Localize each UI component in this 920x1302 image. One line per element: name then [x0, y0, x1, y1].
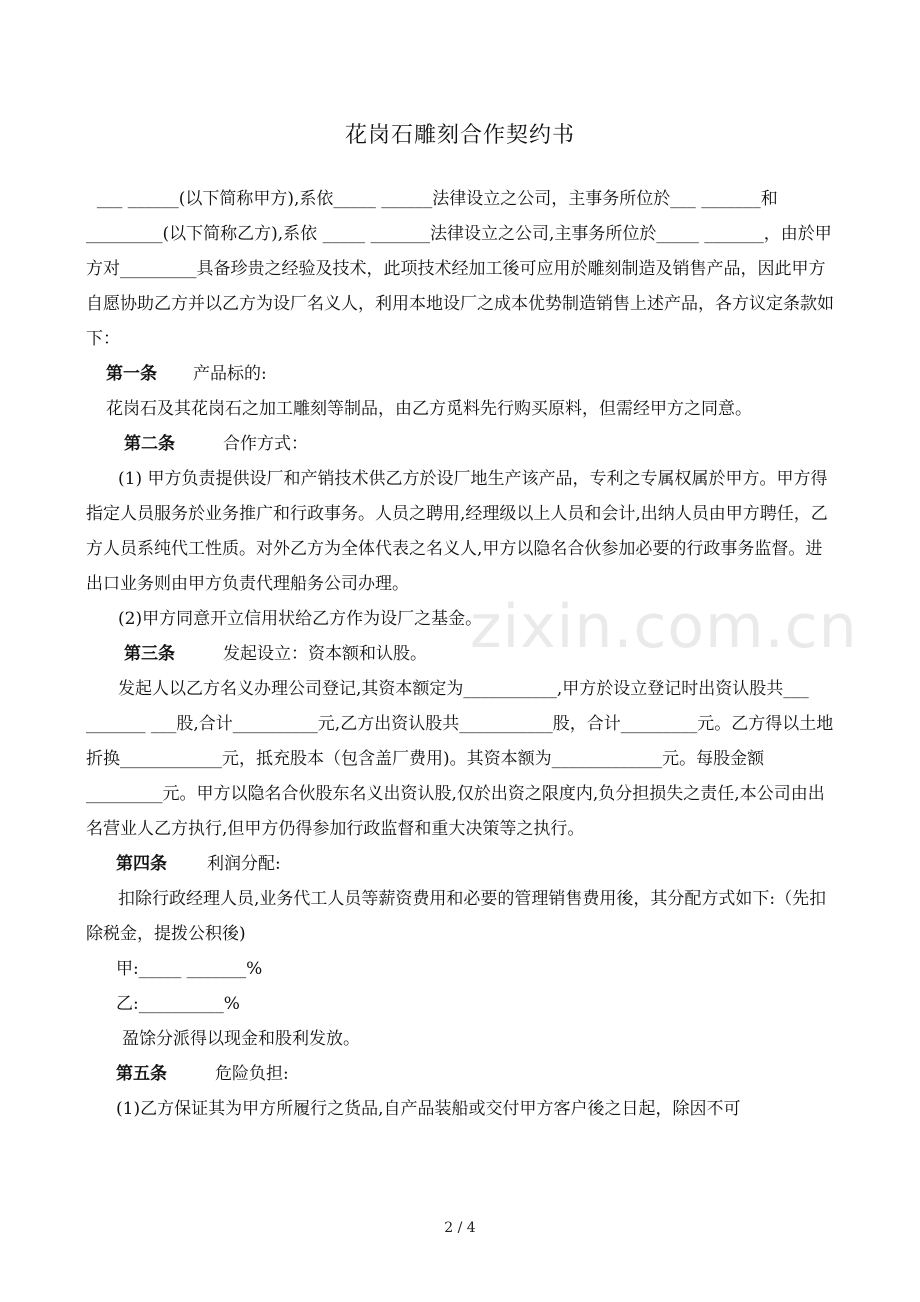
- article1-heading: 第一条: [106, 364, 157, 384]
- article4-title: 利润分配:: [207, 854, 281, 874]
- intro-paragraph: ___ ______(以下简称甲方),系依_____ ______法律设立之公司，主事务所位於___ _______和_________(以下简称乙方),系依 _____ _______法律设立之公司,主事务所位於_____ _______，由於甲方对_________具备珍贵之经验及技术，此项技术经加工後可应用於雕刻制造及销售产品，因此甲方自愿协助乙方并以乙方为设厂名义人，利用本地设厂之成本优势制造销售上述产品，各方议定条款如下：: [86, 189, 834, 349]
- article3-title: 发起设立：资本额和认股。: [223, 644, 427, 664]
- article4-heading: 第四条: [116, 854, 167, 874]
- article4-text: 扣除行政经理人员,业务代工人员等薪资费用和必要的管理销售费用後，其分配方式如下:（先扣除税金，提拨公积後): [86, 889, 827, 944]
- page-number: 2 / 4: [444, 1220, 476, 1236]
- article4-party-a: 甲:_____ _______%: [116, 959, 263, 979]
- article2-item1: (1) 甲方负责提供设厂和产销技术供乙方於设厂地生产该产品，专利之专属权属於甲方。甲方得指定人员服务於业务推广和行政事务。人员之聘用,经理级以上人员和会计,出纳人员由甲方聘任，乙方人员系纯代工性质。对外乙方为全体代表之名义人,甲方以隐名合伙参加必要的行政事务监督。进出口业务则由甲方负责代理船务公司办理。: [86, 469, 828, 594]
- article2-heading: 第二条: [124, 434, 175, 454]
- article5-heading-line: [86, 1057, 834, 1092]
- article4-surplus: 盈馀分派得以现金和股利发放。: [122, 1029, 360, 1049]
- article2-item2: (2)甲方同意开立信用状给乙方作为设厂之基金。: [118, 609, 483, 629]
- article3-heading: 第三条: [124, 644, 175, 664]
- watermark: zixin.com.cn: [470, 592, 858, 662]
- article1-text: 花岗石及其花岗石之加工雕刻等制品，由乙方觅料先行购买原料，但需经甲方之同意。: [106, 399, 752, 419]
- document-title: 花岗石雕刻合作契约书: [344, 123, 575, 148]
- article4-party-b: 乙:__________%: [116, 994, 240, 1014]
- article3-text: 发起人以乙方名义办理公司登记,其资本额定为___________,甲方於设立登记时出资认股共___ _______ ___股,合计__________元,乙方出资认股共___________股，合计_________元。乙方得以土地折换____________元，抵充股本（包含盖厂费用)。其资本额为_____________元。每股金额_________元。甲方以隐名合伙股东名义出资认股,仅於出资之限度内,负分担损失之责任,本公司由出名营业人乙方执行,但甲方仍得参加行政监督和重大决策等之执行。: [86, 679, 834, 839]
- article5-title: 危险负担:: [215, 1064, 289, 1084]
- article5-heading: 第五条: [116, 1064, 167, 1084]
- article1-title: 产品标的:: [193, 364, 267, 384]
- article1-heading-line: [86, 357, 834, 392]
- article4-heading-line: [86, 847, 834, 882]
- article2-heading-line: [86, 427, 834, 462]
- article5-item1: (1)乙方保证其为甲方所履行之货品,自产品装船或交付甲方客户後之日起，除因不可: [116, 1099, 741, 1119]
- article2-title: 合作方式：: [223, 434, 308, 454]
